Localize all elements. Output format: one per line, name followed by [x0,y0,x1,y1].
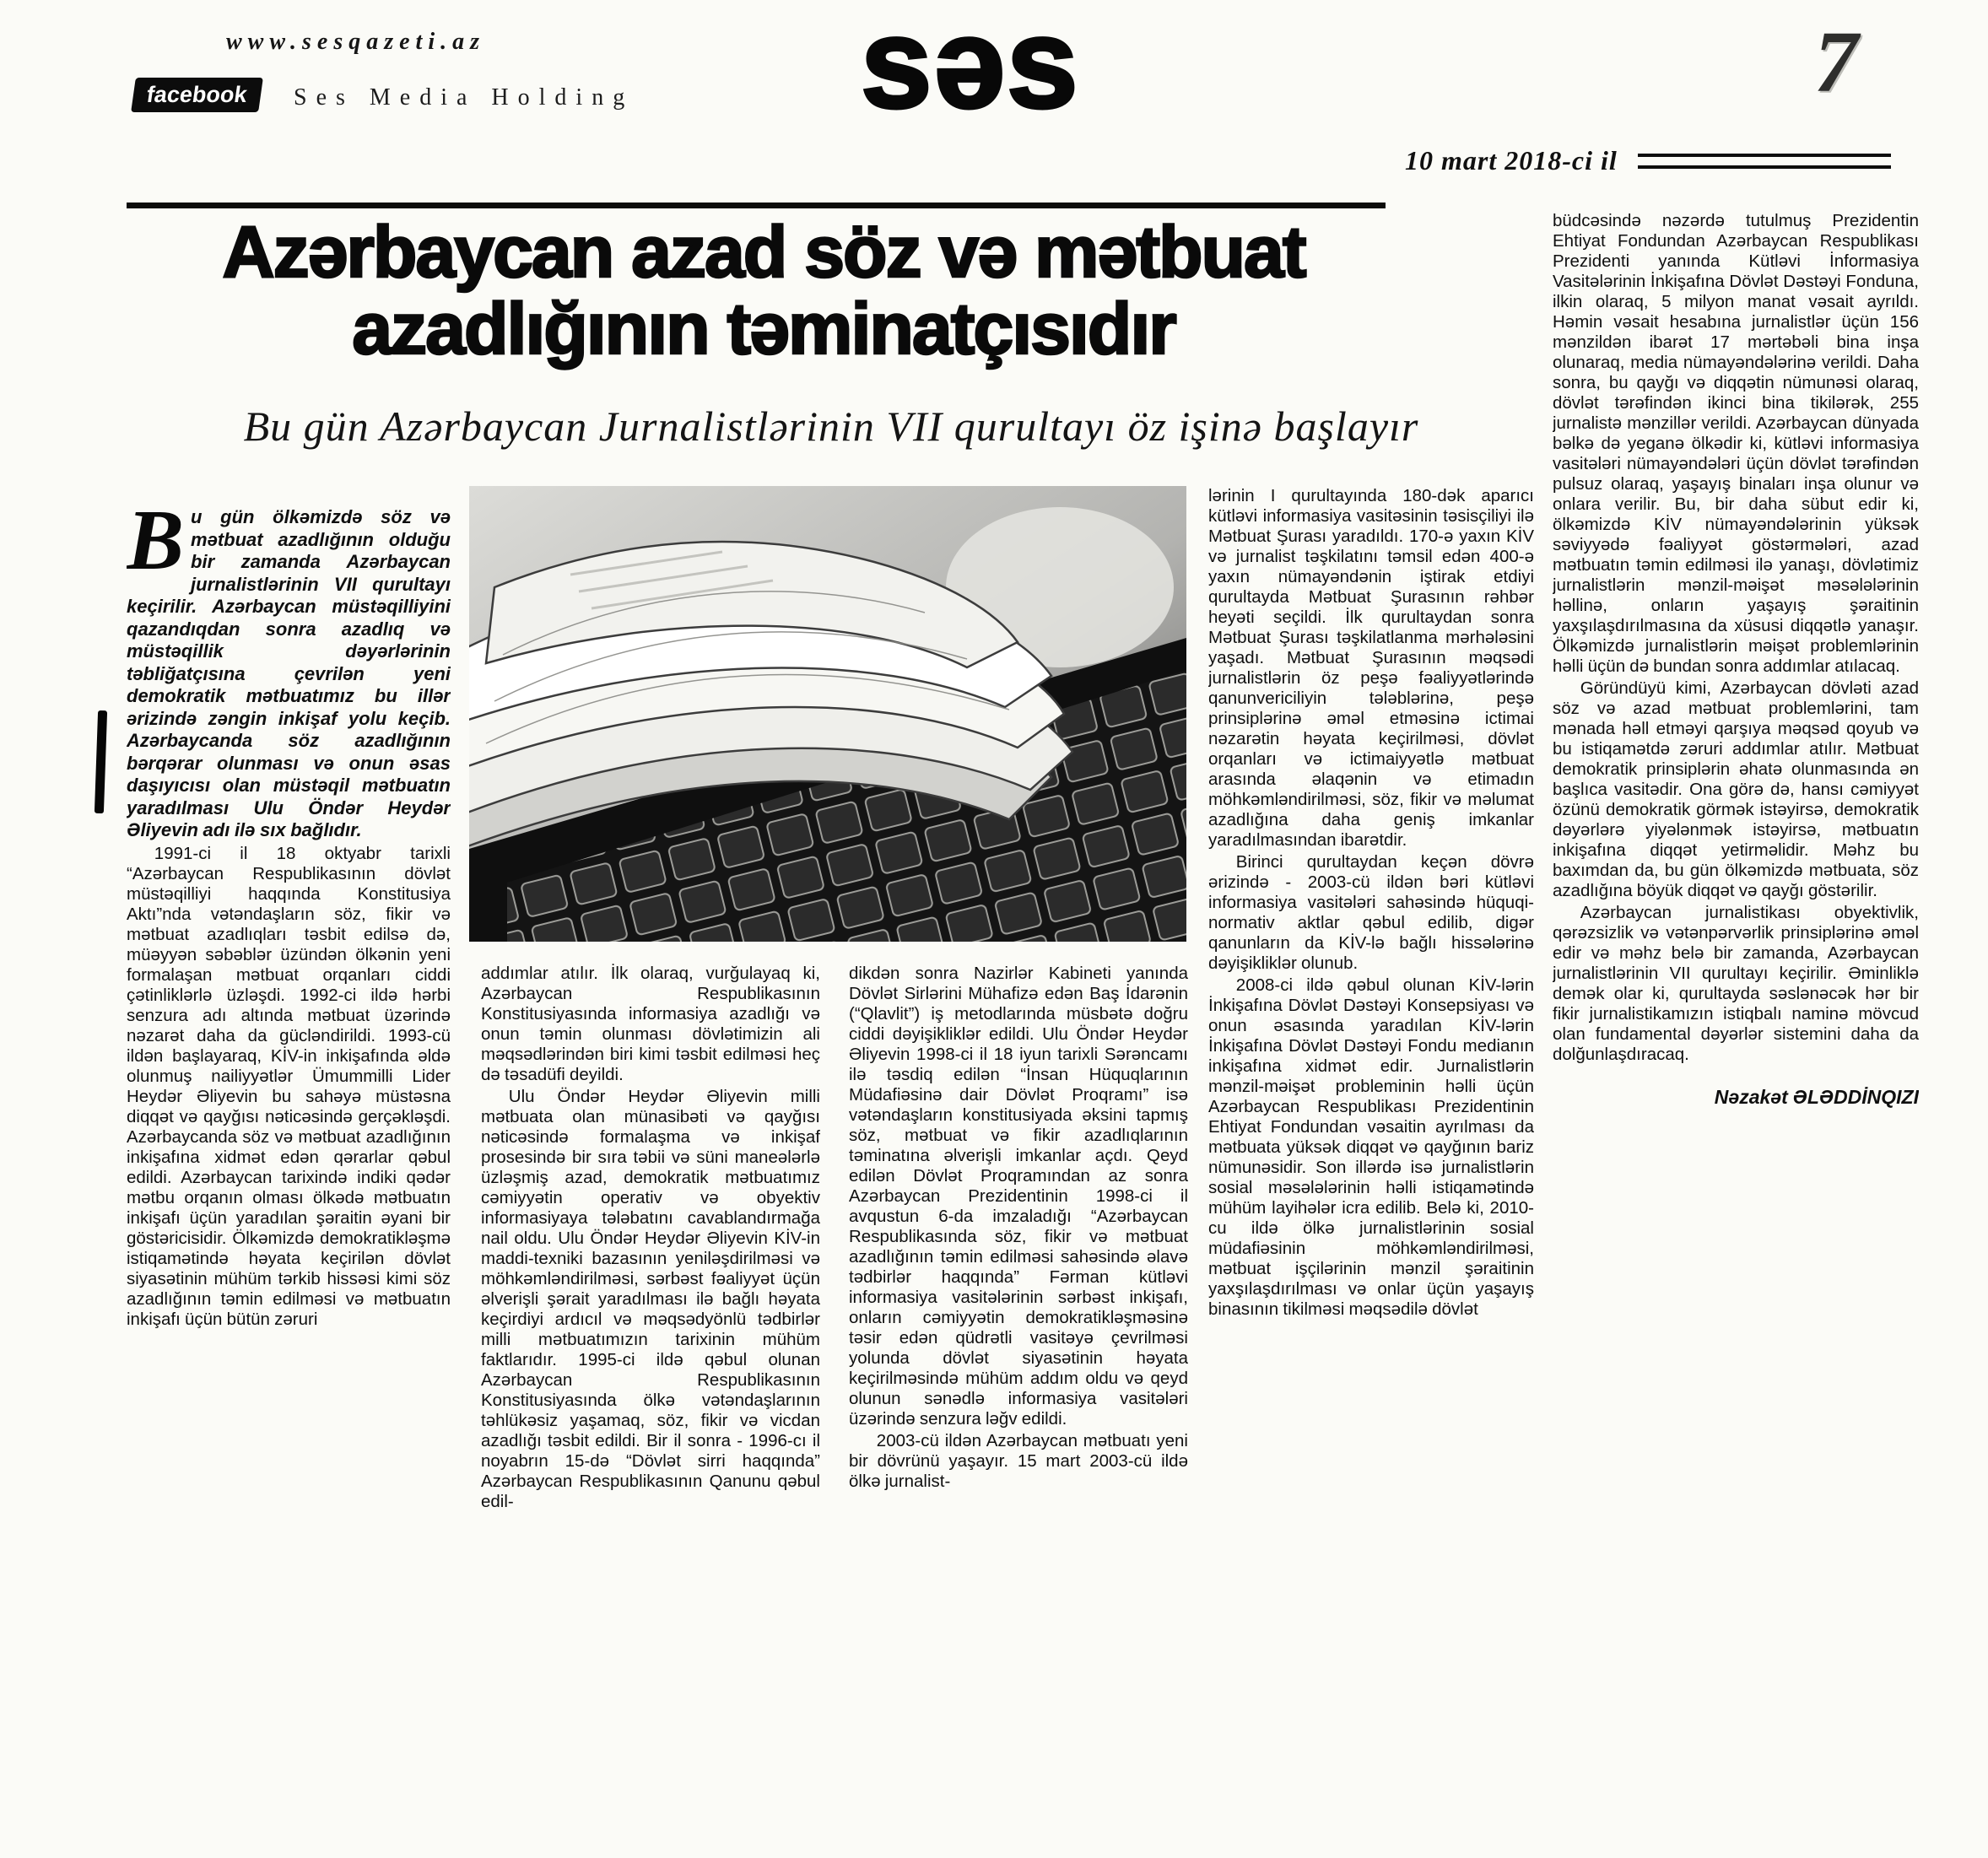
body-paragraph: addımlar atılır. İlk olaraq, vurğulayaq ki, Azərbaycan Respublikasının Konstitusiyasında informasiya azadlığı və onun təmin olunması dövlətimizin ali məqsədlərindən biri kimi təsbit edilməsi heç də təsadüfi deyildi. [481,964,820,1084]
column-2 [481,964,820,1828]
date-rule [1638,154,1891,169]
body-paragraph: Ulu Öndər Heydər Əliyevin milli mətbuata olan münasibəti və qayğısı nəticəsində formalaşma və inkişaf prosesində bir sıra təbii və süni maneələrlə üzləşmiş azad, demokratik mətbuatımız cəmiyyətin operativ və obyektiv informasiyaya tələbatını cavablandırmağa nail oldu. Ulu Öndər Heydər Əliyevin KİV-in maddi-texniki bazasının yeniləşdirilməsi və möhkəmləndirilməsi, sərbəst fəaliyyət üçün əlverişli şərait yaradılması ilə bağlı həyata keçirdiyi ardıcıl və məqsədyönlü tədbirlər milli mətbuatımızın tarixinin mühüm faktlarıdır. 1995-ci ildə qəbul olunan Azərbaycan Respublikasının Konstitusiyasında ölkə vətəndaşlarının təhlükəsiz yaşamaq, söz, fikir və vicdan azadlığı təsbit edildi. Bir il sonra - 1996-cı il noyabrın 15-də “Dövlət sirri haqqında” Azərbaycan Respublikasının Qanunu qəbul edil- [481,1087,820,1511]
subheadline: Bu gün Azərbaycan Jurnalistlərinin VII qurultayı öz işinə başlayır [243,402,1419,450]
body-paragraph: 2008-ci ildə qəbul olunan KİV-lərin İnkişafına Dövlət Dəstəyi Konsepsiyası və onun əsasında yaradılan KİV-lərin İnkişafına Dövlət Dəstəyi Fondu medianın inkişafına xidmət edir. Jurnalistlərin mənzil-məişət probleminin həlli üçün Azərbaycan Respublikası Prezidentinin Ehtiyat Fondundan vəsaitin ayrılması da mətbuata yüksək diqqət və qayğının bariz nümunəsidir. Son illərdə isə jurnalistlərin sosial məsələlərinin həlli istiqamətində mühüm layihələr icra edilib. Belə ki, 2010-cu ildə ölkə jurnalistlərinin sosial müdafiəsinin möhkəmləndirilməsi, mətbuat işçilərinin mənzil şəraitinin yaxşılaşdırılması və onlar üçün yaşayış binasının tikilməsi məqsədilə dövlət [1208,975,1534,1319]
body-paragraph: büdcəsində nəzərdə tutulmuş Prezidentin Ehtiyat Fondundan Azərbaycan Respublikası Prezidenti yanında Kütləvi İnformasiya Vasitələrinin İnkişafına Dövlət Dəstəyi Fonduna, ilkin olaraq, 5 milyon manat vəsait ayrıldı. Həmin vəsait hesabına jurnalistlər üçün 156 mənzildən ibarət 17 mərtəbəli bina inşa olunaraq, media nümayəndələrinə verildi. Daha sonra, bu qayğı və diqqətin nümunəsi olaraq, dövlət tərəfindən ikinci bina tikilərək, 255 jurnalistə mənzillər verildi. Azərbaycan dünyada bəlkə də yeganə ölkədir ki, kütləvi informasiya vasitələri nümayəndələri üçün dövlət tərəfindən pulsuz olaraq, yaşayış binaları inşa olunur və onlara verilir. Bu, bir daha sübut edir ki, ölkəmizdə KİV nümayəndələrinin yüksək səviyyədə fəaliyyət göstərmələri, azad mətbuatın təmin edilməsi ilə yanaşı, dövlətimiz jurnalistlərin mənzil-məişət məsələlərinin həllinə, onların yaşayış şəraitinin yaxşılaşdırılmasına da xüsusi diqqətlə yanaşır. Ölkəmizdə jurnalistlərin məişət problemlərinin həlli üçün də bundan sonra addımlar atılacaq. [1553,211,1919,676]
facebook-logo: facebook [131,78,262,112]
issue-date: 10 mart 2018-ci il [1405,145,1618,176]
page-number: 7 [1814,14,1858,111]
body-paragraph: 1991-ci il 18 oktyabr tarixli “Azərbaycan Respublikasının dövlət müstəqilliyi haqqında Konstitusiya Aktı”nda vətəndaşların söz, fikir və mətbuat azadlıqları təsbit edilsə də, müəyyən səbəblər üzündən ölkənin yeni formalaşan mətbuat orqanları ciddi çətinliklərlə üzləşdi. 1992-ci ildə hərbi senzura adı altında mətbuat üzərində nəzarət daha da gücləndirildi. 1993-cü ildən başlayaraq, KİV-in inkişafında əldə olunmuş nailiyyətlər Ümummilli Lider Heydər Əliyevin bu sahəyə müstəsna diqqət və qayğısı nəticəsində gerçəkləşdi. Azərbaycanda söz və mətbuat azadlığının inkişafına xidmət edən qərarlar qəbul edildi. Azərbaycan tarixində indiki qədər mətbu orqanın olması ölkədə mətbuatın inkişafı üçün yaradılan şəraitin əyani bir göstəricisidir. Ölkəmizdə demokratikləşmə istiqamətində həyata keçirilən dövlət siyasətinin mühüm tərkib hissəsi kimi söz azadlığının təmin edilməsi və mətbuatın inkişafı üçün bütün zəruri [127,843,451,1329]
lead-text: u gün ölkəmizdə söz və mətbuat azadlığının olduğu bir zamanda Azərbaycan jurnalistlərinin VII qurultayı keçirilir. Azərbaycan müstəqilliyini qazandıqdan sonra azadlıq və müstəqillik dəyərlərinin təbliğatçısına çevrilən yeni demokratik mətbuatımız bu illər ərizində zəngin inkişaf yolu keçib. Azərbaycanda söz azadlığının bərqərar olunması və onun əsas daşıyıcısı olan müstəqil mətbuatın yaradılması Ulu Öndər Heydər Əliyevin adı ilə sıx bağlıdır. [127,506,451,840]
column-4 [1208,486,1534,1829]
lead-paragraph [127,506,451,842]
headline-line2: azadlığının təminatçısıdır [352,289,1175,370]
media-holding-name: Ses Media Holding [294,84,635,111]
body-paragraph: Birinci qurultaydan keçən dövrə ərizində - 2003-cü ildən bəri kütləvi informasiya vasitələri sahəsində hüquqi-normativ aktlar qəbul edilib, digər qanunların da KİV-lə bağlı hissələrinə dəyişikliklər olunub. [1208,852,1534,973]
article-photo [469,486,1186,942]
body-paragraph: dikdən sonra Nazirlər Kabineti yanında Dövlət Sirlərini Mühafizə edən Baş İdarənin (“Qlavlit”) iş metodlarında müsbətə doğru ciddi dəyişikliklər edildi. Ulu Öndər Heydər Əliyevin 1998-ci il 18 iyun tarixli Sərəncamı ilə təsdiq edilən “İnsan Hüquqlarının Müdafiəsinə dair Dövlət Proqramı” isə vətəndaşların konstitusiyada əksini tapmış söz, mətbuat və fikir azadlıqlarının təminatına əlverişli imkanlar açdı. Qeyd edilən Dövlət Proqramından az sonra Azərbaycan Prezidentinin 1998-ci il avqustun 6-da imzaladığı “Azərbaycan Respublikasında söz, fikir və mətbuat azadlığının təmin edilməsi sahəsində əlavə tədbirlər haqqında” Fərman kütləvi informasiya vasitələrinin sərbəst inkişafı, onların cəmiyyətin demokratikləşməsinə təsir edən qüdrətli vasitəyə çevrilməsi yolunda dövlət siyasətinin həyata keçirilməsində mühüm addım oldu və qeyd olunun sənədlə informasiya vasitələri üzərində senzura ləğv edildi. [849,964,1188,1429]
headline [160,214,1367,368]
column-5 [1553,211,1919,1831]
newspaper-logo: səs [861,0,1080,135]
column-3 [849,964,1188,1828]
dropcap: B [127,506,185,588]
masthead-rule [127,203,1386,208]
website-url: www.sesqazeti.az [226,29,485,55]
body-paragraph: Azərbaycan jurnalistikası obyektivlik, qərəzsizlik və vətənpərvərlik prinsiplərinə əməl edir və məhz belə bir zamanda, Azərbaycan jurnalistlərinin VII qurultayı keçirilir. Əminliklə demək olar ki, qurultayda səslənəcək hər bir fikir jurnalistikamızın istiqbalı naminə mövcud olan fundamental dəyərlər sistemini daha da dolğunlaşdıracaq. [1553,903,1919,1064]
headline-line1: Azərbaycan azad söz və mətbuat [222,212,1305,293]
scan-artifact [95,710,107,813]
body-paragraph: 2003-cü ildən Azərbaycan mətbuatı yeni bir dövrünü yaşayır. 15 mart 2003-cü ildə ölkə jurnalist- [849,1431,1188,1491]
body-paragraph: lərinin I qurultayında 180-dək aparıcı kütləvi informasiya vasitəsinin təsisçiliyi ilə Mətbuat Şurası yaradıldı. 170-ə yaxın KİV və jurnalist təşkilatını təmsil edən 400-ə yaxın nümayəndənin iştirak etdiyi qurultayda Mətbuat Şurasının rəhbər heyəti seçildi. İlk qurultaydan sonra Mətbuat Şurası təşkilatlanma mərhələsini yaşadı. Mətbuat Şurasının məqsədi jurnalistlərin öz peşə fəaliyyətlərində qanunvericiliyin tələblərinə, peşə prinsiplərinə əməl etməsinə ictimai nəzarətin həyata keçirilməsi, dövlət orqanları və ictimaiyyətlə mətbuat arasında əlaqənin və etimadın möhkəmləndirilməsi, söz, fikir və məlumat azadlığına daha geniş imkanlar yaradılmasından ibarətdir. [1208,486,1534,850]
date-row [1405,145,1891,176]
byline: Nəzakət ƏLƏDDİNQIZI [1714,1086,1919,1108]
column-1 [127,506,451,1827]
body-paragraph: Göründüyü kimi, Azərbaycan dövləti azad söz və azad mətbuat problemlərini, tam mənada həll etməyi qarşıya məqsəd qoyub və bu istiqamətdə zəruri addımlar atılır. Mətbuat demokratik prinsiplərin əhatə olunmasında ən başlıca vasitədir. Ona görə də, hansı cəmiyyət özünü demokratik görmək istəyirsə, demokratik dəyərlərə yiyələnmək istəyirsə, mətbuatın inkişafına diqqət yetirməlidir. Məhz bu baxımdan da, bu gün ölkəmizdə mətbuata, söz azadlığına böyük diqqət və qayğı göstərilir. [1553,678,1919,900]
newspapers-keyboard-illustration [469,486,1186,942]
